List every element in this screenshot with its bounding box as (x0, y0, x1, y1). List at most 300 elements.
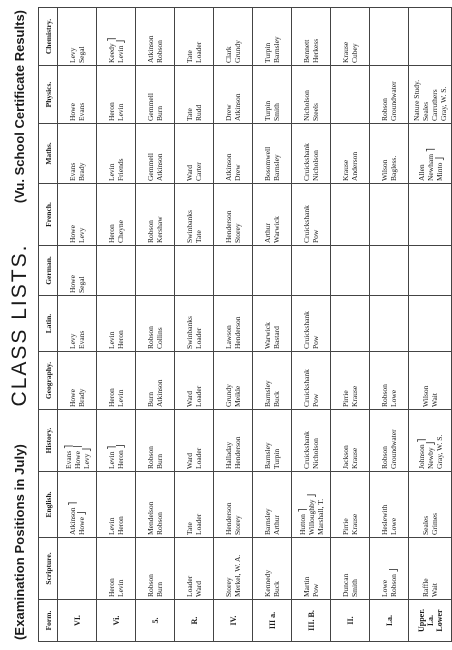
column-header: English. (38, 472, 57, 538)
subject-cell (291, 184, 330, 246)
table-row (174, 8, 213, 642)
pupil-name: Raffle (420, 578, 430, 597)
subject-cell (330, 184, 369, 246)
column-header: Chemistry. (38, 8, 57, 66)
subject-cell (213, 538, 252, 600)
pupil-name: Herkess (310, 38, 320, 63)
pupil-name: Nature Study. (411, 79, 421, 121)
pupil-name: Warwick (271, 216, 281, 243)
form-cell (57, 600, 96, 642)
pupil-name: Nicholson (301, 90, 311, 121)
subject-cell (213, 184, 252, 246)
pupil-name: Johnson ⎤ (416, 438, 425, 469)
pupil-name: Grimes (429, 512, 439, 535)
subject-cell (408, 472, 451, 538)
pupil-name: Groundwater (388, 81, 398, 121)
pupil-name: Burn (145, 392, 155, 407)
pupil-name: Drew (223, 104, 233, 121)
subject-cell (57, 184, 96, 246)
pupil-name: Arthur (271, 515, 281, 535)
subject-cell (330, 8, 369, 66)
subject-cell (96, 184, 135, 246)
pupil-name: Wilson (420, 385, 430, 407)
pupil-name: Loader (193, 447, 203, 469)
subject-cell (408, 8, 451, 66)
subject-cell (330, 246, 369, 296)
subject-cell (369, 410, 408, 472)
subject-cell (96, 8, 135, 66)
pupil-name: Levin (106, 517, 116, 535)
column-header: French. (38, 184, 57, 246)
pupil-name: Minto ⎦ (434, 157, 443, 181)
subject-cell (252, 124, 291, 184)
form-cell (408, 600, 451, 642)
subject-cell (408, 352, 451, 410)
subject-cell (291, 538, 330, 600)
pupil-name: Henderson (223, 502, 233, 535)
pupil-name: Ward (184, 164, 194, 181)
pupil-name: Halladay (223, 441, 233, 469)
pupil-name: Henderson (223, 210, 233, 243)
subject-cell (57, 296, 96, 352)
subject-cell (135, 296, 174, 352)
pupil-name: Atkinson ⎤ (67, 501, 77, 535)
pupil-name: Marshall, T. (315, 498, 324, 535)
subject-cell (174, 296, 213, 352)
subject-cell (330, 410, 369, 472)
pupil-name: Heron ⎦ (115, 444, 125, 469)
column-header: Scripture. (38, 538, 57, 600)
subject-cell (291, 472, 330, 538)
subject-cell (135, 352, 174, 410)
form-cell (96, 600, 135, 642)
subject-cell (369, 184, 408, 246)
subject-cell (135, 66, 174, 124)
pupil-name: Turpin (262, 42, 272, 63)
subject-cell (174, 472, 213, 538)
table-row (408, 8, 451, 642)
column-header: Latin. (38, 296, 57, 352)
subject-cell (96, 66, 135, 124)
pupil-name: Robson (145, 446, 155, 469)
pupil-name: Storey (223, 577, 233, 597)
pupil-name: Krause (349, 385, 359, 407)
pupil-name: Drew (232, 164, 242, 181)
form-label: 5. (150, 617, 159, 624)
form-label: IV. (228, 615, 237, 626)
subject-cell (252, 538, 291, 600)
pupil-name: Levy (76, 227, 86, 243)
pupil-name: Henderson (232, 436, 242, 469)
subject-cell (369, 124, 408, 184)
subject-cell (135, 472, 174, 538)
pupil-name: Atkinson (145, 35, 155, 63)
form-label: III a. (267, 611, 276, 630)
subject-cell (291, 296, 330, 352)
pupil-name: Robson (145, 220, 155, 243)
pupil-name: Levin (106, 331, 116, 349)
pupil-name: Lowe (388, 517, 398, 535)
subject-cell (252, 246, 291, 296)
pupil-name: Levin ⎦ (115, 39, 125, 63)
subject-cell (135, 124, 174, 184)
form-label: II. (345, 616, 354, 625)
table-row (213, 8, 252, 642)
rotated-page (7, 8, 448, 642)
pupil-name: Jackson (340, 445, 350, 469)
pupil-name: Steels (310, 103, 320, 121)
subject-cell (252, 410, 291, 472)
pupil-name: Ward (184, 390, 194, 407)
pupil-name: Seales (420, 101, 430, 121)
pupil-name: Krause (340, 159, 350, 181)
subject-cell (252, 472, 291, 538)
pupil-name: Howe ⎦ (76, 511, 86, 535)
subject-cell (96, 410, 135, 472)
pupil-name: Lawson (223, 325, 233, 349)
pupil-name: Robson (379, 98, 389, 121)
subject-cell (213, 352, 252, 410)
pupil-name: Robson ⎦ (388, 568, 398, 597)
pupil-name: Bastard (271, 326, 281, 349)
pupil-name: Duncan (340, 573, 350, 597)
pupil-name: Tate (184, 108, 194, 121)
subject-cell (252, 352, 291, 410)
subject-cell (174, 66, 213, 124)
subject-cell (135, 8, 174, 66)
form-label: Lower (434, 609, 443, 632)
pupil-name: Brady (76, 388, 86, 407)
form-label: R. (189, 616, 198, 625)
class-lists-table (38, 7, 452, 642)
subject-cell (174, 184, 213, 246)
subject-cell (369, 246, 408, 296)
subject-cell (213, 8, 252, 66)
pupil-name: Levin (106, 163, 116, 181)
pupil-name: Howe (67, 389, 77, 407)
pupil-name: Loader (193, 513, 203, 535)
pupil-name: Groundwater (388, 429, 398, 469)
pupil-name: Heron (106, 102, 116, 121)
pupil-name: Storey (232, 223, 242, 243)
subject-cell (291, 8, 330, 66)
subject-cell (174, 352, 213, 410)
subject-cell (135, 184, 174, 246)
pupil-name: Friends (115, 158, 125, 181)
form-cell (369, 600, 408, 642)
pupil-name: Storey (232, 515, 242, 535)
subject-cell (252, 8, 291, 66)
pupil-name: Merkel, W. A. (232, 554, 242, 597)
pupil-name: Krause (340, 41, 350, 63)
pupil-name: Heron (115, 330, 125, 349)
pupil-name: Tate (193, 230, 203, 243)
pupil-name: Howe ⎥ (72, 445, 81, 469)
pupil-name: Howe (67, 275, 77, 293)
pupil-name: Levin ⎤ (106, 445, 116, 469)
pupil-name: Barnsley (262, 442, 272, 469)
subject-cell (252, 296, 291, 352)
pupil-name: Barnsley (271, 36, 281, 63)
pupil-name: Carter (193, 162, 203, 181)
pupil-name: Loader (193, 327, 203, 349)
table-row (252, 8, 291, 642)
pupil-name: Heron (106, 224, 116, 243)
form-label: I.a. (384, 614, 393, 627)
table-row (57, 8, 96, 642)
pupil-name: Nicholson (310, 438, 320, 469)
pupil-name: Buck (271, 581, 281, 597)
column-header: German. (38, 246, 57, 296)
subject-cell (57, 352, 96, 410)
pupil-name: Atkinson (154, 379, 164, 407)
form-label: I.a. (425, 614, 434, 627)
subject-cell (96, 472, 135, 538)
pupil-name: Levin (115, 103, 125, 121)
pupil-name: Collins (154, 327, 164, 349)
pupil-name: Pirrie (340, 518, 350, 535)
subject-cell (174, 538, 213, 600)
pupil-name: Evans ⎤ (63, 445, 72, 469)
pupil-name: Evans (67, 162, 77, 181)
pupil-name: Wait (429, 583, 439, 597)
pupil-name: Segal (76, 46, 86, 63)
pupil-name: Clark (223, 46, 233, 63)
subject-cell (213, 296, 252, 352)
pupil-name: Atkinson (223, 153, 233, 181)
subject-cell (408, 124, 451, 184)
pupil-name: Lowe (388, 389, 398, 407)
subject-cell (213, 472, 252, 538)
subject-cell (369, 538, 408, 600)
subject-cell (135, 538, 174, 600)
pupil-name: Robson (379, 446, 389, 469)
subject-cell (330, 538, 369, 600)
pupil-name: Keedy ⎤ (106, 37, 116, 63)
subject-cell (291, 124, 330, 184)
pupil-name: Atkinson (232, 93, 242, 121)
subject-cell (291, 246, 330, 296)
pupil-name: Atkinson (154, 153, 164, 181)
form-cell (213, 600, 252, 642)
pupil-name: Nicholson (310, 150, 320, 181)
subject-cell (174, 124, 213, 184)
column-header: Maths. (38, 124, 57, 184)
pupil-name: Newby ⎦ (425, 441, 434, 469)
pupil-name: Heron (106, 388, 116, 407)
pupil-name: Heslewith (379, 504, 389, 535)
pupil-name: Evans (76, 330, 86, 349)
pupil-name: Meikle (232, 385, 242, 407)
pupil-name: Robson (145, 326, 155, 349)
subject-cell (213, 124, 252, 184)
pupil-name: Smith (349, 579, 359, 597)
pupil-name: Turpin (262, 100, 272, 121)
subject-cell (57, 66, 96, 124)
pupil-name: Loader (193, 41, 203, 63)
pupil-name: Swinbanks (184, 210, 194, 243)
pupil-name: Cruickshank (301, 369, 311, 407)
subject-cell (96, 296, 135, 352)
subject-cell (57, 246, 96, 296)
subject-cell (96, 352, 135, 410)
subject-cell (213, 66, 252, 124)
pupil-name: Robson (154, 40, 164, 63)
subject-cell (369, 8, 408, 66)
pupil-name: Gemmell (145, 153, 155, 181)
form-label: Upper. (416, 608, 425, 633)
exam-positions-caption: (Examination Positions in July) (11, 444, 27, 640)
subject-cell (213, 410, 252, 472)
pupil-name: Gray, W. S. (434, 434, 443, 469)
pupil-name: Rudd (193, 104, 203, 121)
pupil-name: Wilson (379, 159, 389, 181)
subject-cell (213, 246, 252, 296)
subject-cell (291, 66, 330, 124)
table-row (291, 8, 330, 642)
subject-cell (174, 410, 213, 472)
pupil-name: Henderson (232, 316, 242, 349)
pupil-name: Turpin (271, 448, 281, 469)
pupil-name: Heron (115, 516, 125, 535)
pupil-name: Seales (420, 515, 430, 535)
pupil-name: Newham ⎤ (425, 148, 434, 181)
subject-cell (135, 246, 174, 296)
subject-cell (330, 66, 369, 124)
pupil-name: Anderson (349, 151, 359, 181)
pupil-name: Ward (184, 452, 194, 469)
pupil-name: Robson (154, 512, 164, 535)
table-body (57, 8, 451, 642)
subject-cell (369, 472, 408, 538)
pupil-name: Grundy (232, 40, 242, 63)
subject-cell (252, 66, 291, 124)
pupil-name: Martin (301, 576, 311, 597)
pupil-name: Carruthers (429, 89, 439, 121)
pupil-name: Krause (349, 513, 359, 535)
pupil-name: Levy (67, 333, 77, 349)
certificate-results-caption: (Vu. School Certificate Results) (11, 10, 27, 204)
subject-cell (408, 410, 451, 472)
pupil-name: Levy ⎦ (81, 447, 90, 469)
table-row (96, 8, 135, 642)
pupil-name: Arthur (262, 223, 272, 243)
pupil-name: Mendelson (145, 501, 155, 535)
pupil-name: Pow (310, 583, 320, 597)
pupil-name: Robson (379, 384, 389, 407)
pupil-name: Grundy (223, 384, 233, 407)
pupil-name: Pow (310, 335, 320, 349)
subject-cell (57, 410, 96, 472)
subject-cell (291, 352, 330, 410)
subject-cell (57, 538, 96, 600)
column-header: History. (38, 410, 57, 472)
pupil-name: Gemmell (145, 93, 155, 121)
column-header: Physics. (38, 66, 57, 124)
pupil-name: Barnsley (271, 154, 281, 181)
subject-cell (408, 538, 451, 600)
subject-cell (252, 184, 291, 246)
pupil-name: Barnsley (262, 508, 272, 535)
pupil-name: Warwick (262, 322, 272, 349)
subject-cell (96, 246, 135, 296)
subject-cell (174, 246, 213, 296)
subject-cell (369, 352, 408, 410)
table-row (135, 8, 174, 642)
pupil-name: Cruickshank (301, 311, 311, 349)
pupil-name: Bennett (301, 39, 311, 63)
subject-cell (96, 538, 135, 600)
subject-cell (291, 410, 330, 472)
form-cell (252, 600, 291, 642)
pupil-name: Cubey (349, 43, 359, 63)
pupil-name: Evans (76, 102, 86, 121)
pupil-name: Allen (416, 164, 425, 181)
subject-cell (408, 296, 451, 352)
pupil-name: Tate (184, 50, 194, 63)
header-row (38, 8, 57, 642)
pupil-name: Loader (193, 385, 203, 407)
pupil-name: Levin (115, 389, 125, 407)
pupil-name: Lowe (379, 579, 389, 597)
pupil-name: Willoughby ⎦ (306, 493, 315, 535)
pupil-name: Pow (310, 393, 320, 407)
subject-cell (57, 8, 96, 66)
pupil-name: Robson (145, 574, 155, 597)
subject-cell (330, 124, 369, 184)
pupil-name: Swinbanks (184, 316, 194, 349)
subject-cell (330, 472, 369, 538)
pupil-name: Kennedy (262, 569, 272, 597)
pupil-name: Howe (67, 225, 77, 243)
pupil-name: Kershaw (154, 216, 164, 243)
table-row (330, 8, 369, 642)
subject-cell (57, 472, 96, 538)
pupil-name: Cheyne (115, 220, 125, 243)
form-label: VI. (72, 615, 81, 626)
page-header (7, 8, 37, 642)
form-label: Vi. (111, 615, 120, 626)
form-cell (135, 600, 174, 642)
subject-cell (57, 124, 96, 184)
pupil-name: Burn (154, 106, 164, 121)
pupil-name: Cruickshank (301, 205, 311, 243)
pupil-name: Smith (271, 103, 281, 121)
pupil-name: Levy (67, 47, 77, 63)
form-label: III. B. (306, 610, 315, 631)
pupil-name: Pow (310, 229, 320, 243)
pupil-name: Heron (106, 578, 116, 597)
subject-cell (174, 8, 213, 66)
subject-cell (96, 124, 135, 184)
pupil-name: Krause (349, 447, 359, 469)
subject-cell (369, 66, 408, 124)
pupil-name: Buck (271, 391, 281, 407)
pupil-name: Bosomwell (262, 146, 272, 181)
pupil-name: Pirrie (340, 390, 350, 407)
subject-cell (135, 410, 174, 472)
page-title: CLASS LISTS. (7, 243, 31, 407)
subject-cell (330, 352, 369, 410)
pupil-name: Barnsley (262, 380, 272, 407)
subject-cell (330, 296, 369, 352)
form-cell (174, 600, 213, 642)
table-row (369, 8, 408, 642)
pupil-name: Bagless. (388, 155, 398, 181)
pupil-name: Ward (193, 580, 203, 597)
pupil-name: Hutton ⎤ (297, 508, 306, 535)
subject-cell (408, 184, 451, 246)
